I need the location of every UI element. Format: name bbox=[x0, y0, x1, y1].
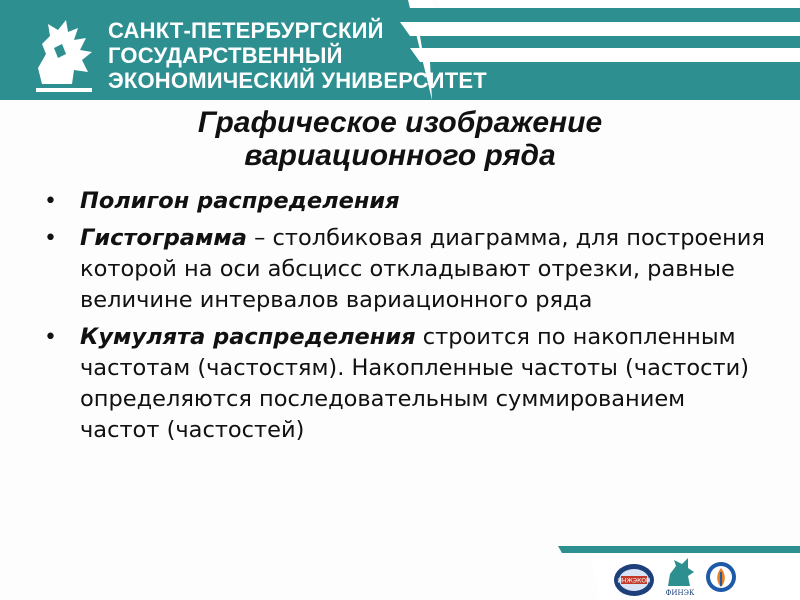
bullet-item bbox=[38, 322, 768, 446]
bullet-text: – столбиковая диаграмма, для построения которой на оси абсцисс откладывают отрезки, равные величине интервалов вариационного ряда bbox=[80, 225, 765, 313]
bullet-term: Кумулята распределения bbox=[80, 324, 416, 350]
bullet-term: Полигон распределения bbox=[80, 188, 400, 214]
slide-title-line-1: Графическое изображение bbox=[197, 106, 603, 139]
header-banner bbox=[0, 0, 800, 100]
bullet-list bbox=[38, 186, 768, 452]
university-name bbox=[108, 18, 487, 93]
finec-logo-text: ФИНЭК bbox=[665, 589, 695, 597]
bullet-dot-icon: • bbox=[44, 189, 57, 214]
slide-title-line-2: вариационного ряда bbox=[244, 139, 556, 172]
slide-title bbox=[0, 106, 800, 172]
bullet-dot-icon: • bbox=[44, 226, 57, 251]
bullet-item bbox=[38, 186, 768, 217]
engecon-logo-text: ИНЖЭКОН bbox=[617, 577, 651, 585]
university-name-line-3: ЭКОНОМИЧЕСКИЙ УНИВЕРСИТЕТ bbox=[108, 68, 487, 93]
griffin-emblem-icon bbox=[28, 14, 100, 92]
bullet-text: строится по накопленным частотам (частостям). Накопленные частоты (частости) определяются последовательным суммированием частот (частостей) bbox=[80, 324, 750, 443]
ecology-logo-icon bbox=[704, 560, 738, 598]
university-name-line-2: ГОСУДАРСТВЕННЫЙ bbox=[108, 43, 343, 68]
university-name-line-1: САНКТ-ПЕТЕРБУРГСКИЙ bbox=[108, 18, 384, 43]
bullet-item bbox=[38, 223, 768, 316]
engecon-logo-icon bbox=[612, 562, 656, 598]
bullet-term: Гистограмма bbox=[80, 225, 247, 251]
bullet-dot-icon: • bbox=[44, 325, 57, 350]
finec-logo-icon bbox=[662, 556, 698, 598]
